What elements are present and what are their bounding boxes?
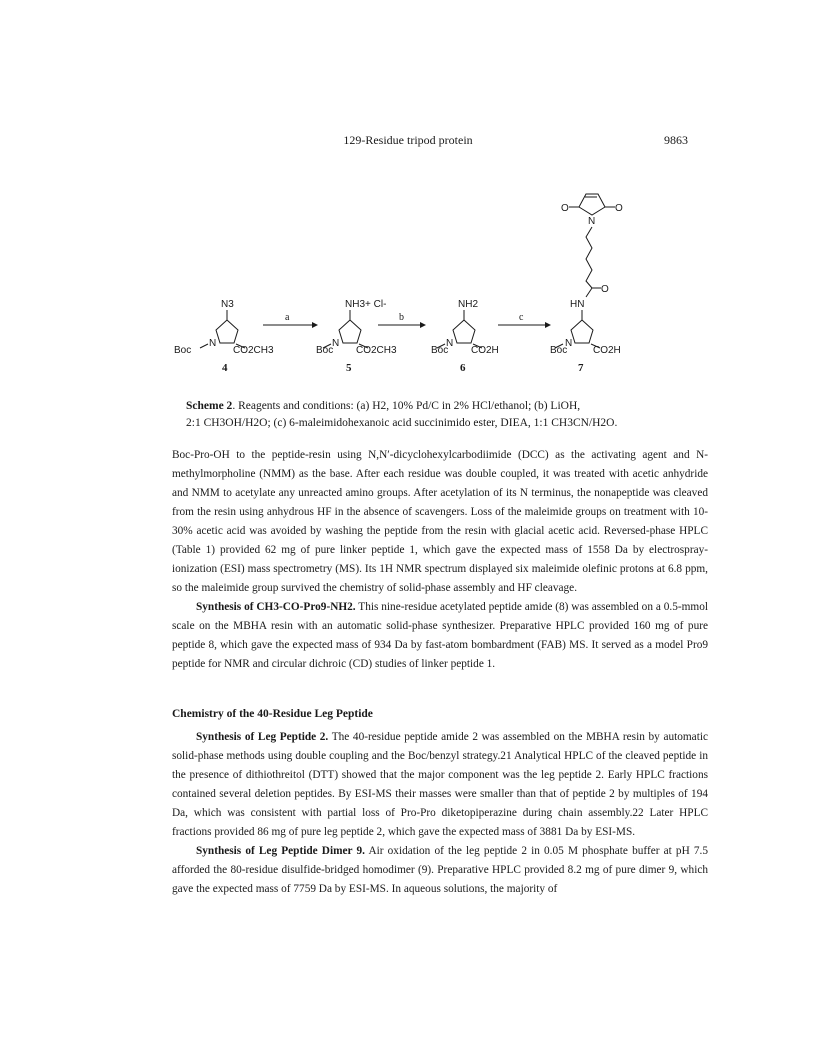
dimer-text: Air oxidation of the leg peptide 2 in 0.05 M phosphate buffer at pH 7.5 afforded the 80-residue disulfide-bridged homodimer (9). Preparative HPLC provided 8.2 mg of pure dimer 9, which gave the expected mass of 7759 Da by ESI-MS. In aqueous solutions, the majority of xyxy=(172,845,708,895)
pro9-heading: Synthesis of CH3-CO-Pro9-NH2. xyxy=(196,601,356,613)
leg-peptide-text: The 40-residue peptide amide 2 was assembled on the MBHA resin by automatic solid-phase methods using double coupling and the Boc/benzyl strategy.21 Analytical HPLC of the cleaved peptide in the presence of dithiothreitol (DTT) showed that the major component was the leg peptide 2. Early HPLC fractions contained several deletion peptides. By ESI-MS their masses were smaller than that of peptide 2 by multiples of 194 Da, which was consistent with partial loss of Pro-Pro diketopiperazine during chain assembly.22 Later HPLC fractions provided 86 mg of pure leg peptide 2, which gave the expected mass of 3881 Da by ESI-MS. xyxy=(172,731,708,838)
arrow-c xyxy=(498,312,551,328)
compound-6-structure xyxy=(431,299,499,374)
running-title: 129-Residue tripod protein xyxy=(343,133,473,147)
compound-7-hn-label: HN xyxy=(570,299,585,310)
compound-7-maleimide-o-right: O xyxy=(615,203,623,214)
compound-4-number: 4 xyxy=(222,362,228,374)
body-column-top xyxy=(172,446,708,674)
compound-7-maleimide-o-left: O xyxy=(561,203,569,214)
paragraph-leg-peptide xyxy=(172,728,708,842)
arrow-a xyxy=(263,312,318,328)
paragraph-linker-purification: Boc-Pro-OH to the peptide-resin using N,N′-dicyclohexylcarbodiimide (DCC) as the activating agent and N-methylmorpholine (NMM) as the base. After each residue was double coupled, it was treated with acetic anhydride and NMM to acetylate any unreacted amino groups. After acetylation of its N terminus, the nonapeptide was cleaved from the resin using anhydrous HF in the absence of scavengers. Loss of the maleimide groups on treatment with 10-30% acetic acid was avoided by washing the peptide from the resin with glacial acetic acid. Reversed-phase HPLC (Table 1) provided 62 mg of pure linker peptide 1, which gave the expected mass of 1558 Da by electrospray-ionization (ESI) mass spectrometry (MS). Its 1H NMR spectrum displayed six maleimide olefinic protons at 6.8 ppm, so the maleimide group survived the chemistry of solid-phase assembly and HF cleavage. xyxy=(172,449,708,594)
arrow-c-label: c xyxy=(519,312,524,323)
caption-label: Scheme 2 xyxy=(186,400,233,412)
compound-7-maleimide-n: N xyxy=(588,216,596,227)
section-heading: Chemistry of the 40-Residue Leg Peptide xyxy=(172,708,373,720)
leg-peptide-heading: Synthesis of Leg Peptide 2. xyxy=(196,731,329,743)
compound-4-boc: Boc xyxy=(174,345,192,356)
compound-5-ring-n: N xyxy=(332,338,340,349)
scheme-caption xyxy=(186,398,706,432)
compound-5-boc: Boc xyxy=(316,345,334,356)
compound-5-structure xyxy=(316,299,397,374)
compound-4-ester: CO2CH3 xyxy=(233,345,274,356)
compound-4-azide-label: N3 xyxy=(221,299,234,310)
compound-7-boc: Boc xyxy=(550,345,568,356)
compound-6-acid: CO2H xyxy=(471,345,499,356)
compound-5-ester: CO2CH3 xyxy=(356,345,397,356)
compound-6-ring-n: N xyxy=(446,338,454,349)
pro9-text: This nine-residue acetylated peptide amide (8) was assembled on a 0.5-mmol scale on the MBHA resin with an automatic solid-phase synthesizer. Preparative HPLC provided 160 mg of pure peptide 8, which gave the expected mass of 934 Da by fast-atom bombardment (FAB) MS. It served as a model Pro9 peptide for NMR and circular dichroic (CD) studies of linker peptide 1. xyxy=(172,601,708,670)
body-column-bottom xyxy=(172,728,708,899)
compound-6-amine-label: NH2 xyxy=(458,299,479,310)
compound-7-number: 7 xyxy=(578,362,584,374)
paragraph-dimer xyxy=(172,842,708,899)
compound-7-amide-o: O xyxy=(601,284,609,295)
caption-line-1: . Reagents and conditions: (a) H2, 10% Pd/C in 2% HCl/ethanol; (b) LiOH, xyxy=(232,400,581,412)
reaction-scheme xyxy=(0,0,816,400)
caption-line-2: 2:1 CH3OH/H2O; (c) 6-maleimidohexanoic acid succinimido ester, DIEA, 1:1 CH3CN/H2O. xyxy=(186,417,618,429)
arrow-b xyxy=(378,312,426,328)
compound-7-acid: CO2H xyxy=(593,345,621,356)
page-number: 9863 xyxy=(664,133,688,147)
arrow-b-label: b xyxy=(399,312,404,323)
compound-5-number: 5 xyxy=(346,362,352,374)
compound-5-ammonium-label: NH3+ Cl- xyxy=(345,299,387,310)
compound-4-ring-n: N xyxy=(209,338,217,349)
compound-6-boc: Boc xyxy=(431,345,449,356)
compound-7-structure xyxy=(550,194,623,374)
compound-4-structure xyxy=(174,299,274,374)
compound-6-number: 6 xyxy=(460,362,466,374)
dimer-heading: Synthesis of Leg Peptide Dimer 9. xyxy=(196,845,365,857)
paragraph-pro9-synthesis xyxy=(172,598,708,674)
arrow-a-label: a xyxy=(285,312,290,323)
compound-7-ring-n: N xyxy=(565,338,573,349)
